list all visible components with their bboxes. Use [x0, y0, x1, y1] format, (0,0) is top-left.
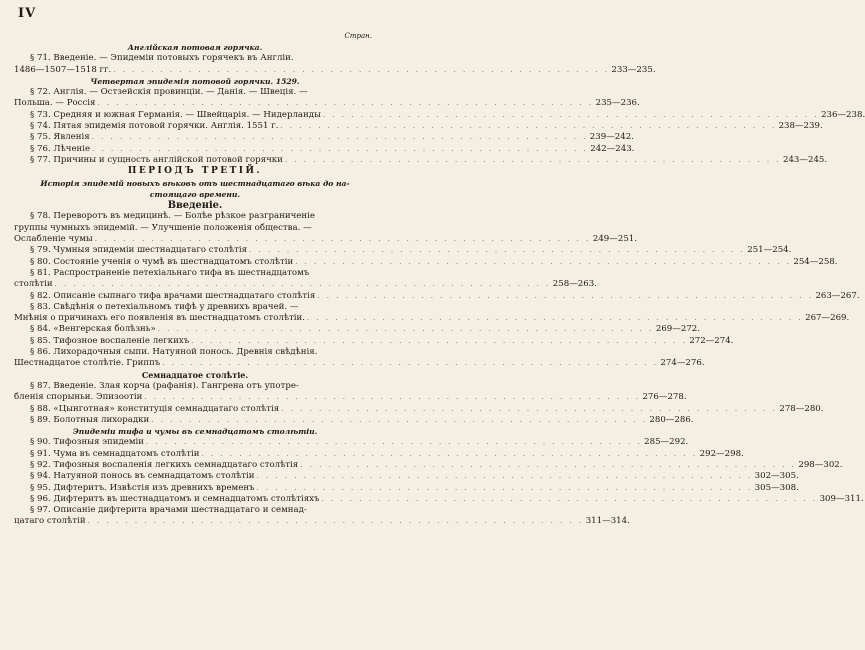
entry-title: § 73. Средняя и южная Германія. — Швейцарія. — Нидерланды [30, 109, 321, 120]
section-heading [14, 189, 376, 200]
entry-title: столѣтіи [14, 279, 53, 290]
leader-dots [158, 324, 654, 335]
section-heading [14, 76, 376, 87]
leader-dots [55, 279, 551, 290]
entry-title: § 97. Описаніе дифтерита врачами шестнадцатаго и семнад- [30, 505, 307, 516]
page-range: 233—235. [611, 64, 656, 75]
leader-dots [317, 291, 813, 302]
page-range: 269—272. [655, 324, 700, 335]
page-range: 274—276. [660, 358, 705, 369]
page-range: 243—245. [783, 154, 828, 165]
leader-dots [113, 65, 609, 76]
page-range: 309—311. [819, 493, 864, 504]
entry-title: § 96. Дифтеритъ въ шестнадцатомъ и семнадцатомъ столѣтіяхъ [30, 493, 320, 504]
page-range: 238—239. [778, 121, 823, 132]
leader-dots [92, 132, 588, 143]
toc-entry [14, 64, 656, 76]
toc-entry [14, 493, 864, 505]
entry-title: § 94. Натуяной понось въ семнадцатомъ столѣтіи [30, 471, 255, 482]
toc-entry [14, 302, 376, 313]
entry-title: ПЕРІОДЪ ТРЕТІЙ. [127, 166, 263, 177]
section-heading [14, 370, 376, 381]
entry-title: § 80. Состояніе ученія о чумѣ въ шестнадцатомъ столѣтіи [30, 256, 294, 267]
entry-title: Введеніе. [167, 200, 223, 212]
leader-dots [202, 449, 698, 460]
leader-dots [249, 245, 745, 256]
entry-title: § 82. Описаніе сыпнаго тифа врачами шестнадцатаго столѣтія [30, 290, 316, 301]
entry-title: § 75. Явленія [30, 132, 90, 143]
leader-dots [295, 257, 791, 268]
toc-entry [14, 268, 376, 279]
page-range: 254—258. [793, 256, 838, 267]
page-range: 249—251. [592, 234, 637, 245]
entry-title: Четвертая эпидемія потовой горячки. 1529. [90, 76, 300, 86]
entry-title: § 86. Лихорадочныя сыпи. Натуяной понось. Древнія свѣдѣнія. [30, 347, 318, 358]
entry-title: бленія спорыньи. Эпизоотіи [14, 392, 143, 403]
toc-entry [14, 516, 630, 527]
entry-title: Англійская потовая горячка. [127, 43, 263, 52]
page-range: 235—236. [595, 98, 640, 109]
toc-entry [14, 245, 792, 256]
entry-title: § 91. Чума въ семнадцатомъ столѣтіи [30, 448, 200, 459]
leader-dots [285, 155, 781, 166]
entry-title: § 83. Свѣдѣнія о петехіальномъ тифѣ у древнихъ врачей. — [30, 301, 299, 312]
entry-title: Шестнадцатое столѣтіе. Гриппъ [14, 358, 161, 369]
entry-title: § 76. Лѣченіе [30, 143, 91, 154]
toc-entry [14, 256, 838, 268]
page-range: 302—305. [754, 471, 799, 482]
toc-entry [14, 121, 823, 132]
entry-title: стоящаго времени. [149, 189, 241, 199]
page-range: 267—269. [805, 313, 850, 324]
toc-entry [14, 109, 865, 121]
leader-dots [146, 437, 642, 448]
entry-title: 1486—1507—1518 гг. [14, 64, 112, 75]
section-heading [14, 42, 376, 53]
page-range: 236—238. [821, 109, 865, 120]
page-range: 292—298. [699, 448, 744, 459]
page-range: 311—314. [585, 516, 630, 527]
entry-title: Польша. — Россія [14, 98, 96, 109]
entry-title: Исторія эпидемій новыхъ вѣковъ отъ шестнадцатаго вѣка до на- [40, 178, 350, 188]
page-range: 276—278. [642, 392, 687, 403]
toc-entry [14, 324, 700, 335]
table-of-contents [14, 42, 865, 528]
toc-entry [14, 290, 860, 302]
section-heading [14, 178, 376, 189]
entry-title: Эпидеміи тифа и чумы въ семнадцатомъ столѣтіи. [72, 427, 318, 437]
toc-entry [14, 392, 687, 403]
toc-entry [14, 53, 376, 64]
entry-title: § 84. «Венгерская болѣзнь» [30, 324, 156, 335]
toc-entry [14, 313, 850, 324]
toc-entry [14, 347, 376, 358]
toc-entry [14, 459, 843, 471]
entry-title: § 71. Введеніе. — Эпидеміи потовыхъ горячекъ въ Англіи. [30, 53, 294, 64]
section-heading [14, 200, 376, 211]
toc-entry [14, 211, 376, 222]
entry-title: группы чумныхъ эпидемій. — Улучшеніе положенія общества. — [14, 222, 312, 233]
page-number: IV [18, 6, 37, 21]
toc-entry [14, 335, 734, 347]
entry-title: § 85. Тифозное воспаленіе легкихъ [30, 335, 190, 346]
leader-dots [92, 144, 588, 155]
page-range: 285—292. [644, 437, 689, 448]
entry-title: § 87. Введеніе. Злая корча (рафанія). Гангрена отъ употре- [30, 380, 299, 391]
toc-entry [14, 403, 824, 415]
toc-entry [14, 448, 744, 460]
leader-dots [300, 460, 796, 471]
leader-dots [191, 336, 687, 347]
leader-dots [321, 494, 817, 505]
page-range: 239—242. [589, 132, 634, 143]
leader-dots [257, 471, 753, 482]
leader-dots [281, 404, 777, 415]
entry-title: § 92. Тифозныя воспаленія легкихъ семнадцатаго столѣтія [30, 459, 299, 470]
toc-entry [14, 132, 634, 143]
leader-dots [323, 110, 819, 121]
leader-dots [97, 98, 593, 109]
toc-entry [14, 154, 828, 166]
toc-entry [14, 143, 635, 155]
leader-dots [95, 234, 591, 245]
entry-title: § 79. Чумныя эпидеміи шестнадцатаго столѣтія [30, 245, 248, 256]
entry-title: § 72. Англія. — Остзейскія провинціи. — Данія. — Швеція. — [30, 87, 308, 98]
page-range: 278—280. [779, 403, 824, 414]
toc-entry [14, 437, 689, 448]
leader-dots [280, 121, 776, 132]
toc-entry [14, 98, 640, 109]
toc-entry [14, 381, 376, 392]
toc-entry [14, 505, 376, 516]
entry-title: Семнадцатое столѣтіе. [141, 369, 249, 380]
leader-dots [88, 516, 584, 527]
entry-title: § 90. Тифозныя эпидеміи [30, 437, 145, 448]
leader-dots [144, 392, 640, 403]
column-header: Стран. [344, 32, 372, 40]
entry-title: § 78. Переворотъ въ медицинѣ. — Болѣе рѣзкое разграниченіе [30, 211, 315, 222]
page-range: 298—302. [798, 459, 843, 470]
leader-dots [162, 358, 658, 369]
section-heading [14, 426, 376, 437]
page-range: 251—254. [747, 245, 792, 256]
entry-title: § 77. Причины и сущность англійской потовой горячки [30, 154, 283, 165]
entry-title: § 95. Дифтеритъ. Извѣстія изъ древнихъ временъ [30, 482, 255, 493]
entry-title: цатаго столѣтій [14, 516, 86, 527]
page-range: 305—308. [754, 482, 799, 493]
toc-entry [14, 279, 597, 290]
section-heading [14, 166, 376, 177]
entry-title: § 81. Распространеніе петехіальнаго тифа въ шестнадцатомъ [30, 267, 310, 278]
toc-entry [14, 87, 376, 98]
entry-title: § 89. Болотныя лихорадки [30, 414, 150, 425]
toc-entry [14, 234, 637, 245]
toc-entry [14, 223, 376, 234]
toc-entry [14, 358, 705, 369]
entry-title: § 88. «Цынготная» конституція семнадцатаго столѣтія [30, 403, 280, 414]
toc-entry [14, 414, 694, 426]
leader-dots [257, 483, 753, 494]
page-range: 272—274. [689, 335, 734, 346]
entry-title: Ослабленіе чумы [14, 234, 93, 245]
page-range: 242—243. [590, 143, 635, 154]
entry-title: § 74. Пятая эпидемія потовой горячки. Англія. 1551 г. [30, 121, 279, 132]
leader-dots [307, 313, 803, 324]
toc-entry [14, 471, 799, 482]
entry-title: Мнѣнія о причинахъ его появленія въ шестнадцатомъ столѣтіи. [14, 313, 305, 324]
toc-entry [14, 482, 799, 494]
page-range: 258—263. [552, 279, 597, 290]
leader-dots [151, 415, 647, 426]
page-range: 263—267. [815, 290, 860, 301]
page-range: 280—286. [649, 414, 694, 425]
